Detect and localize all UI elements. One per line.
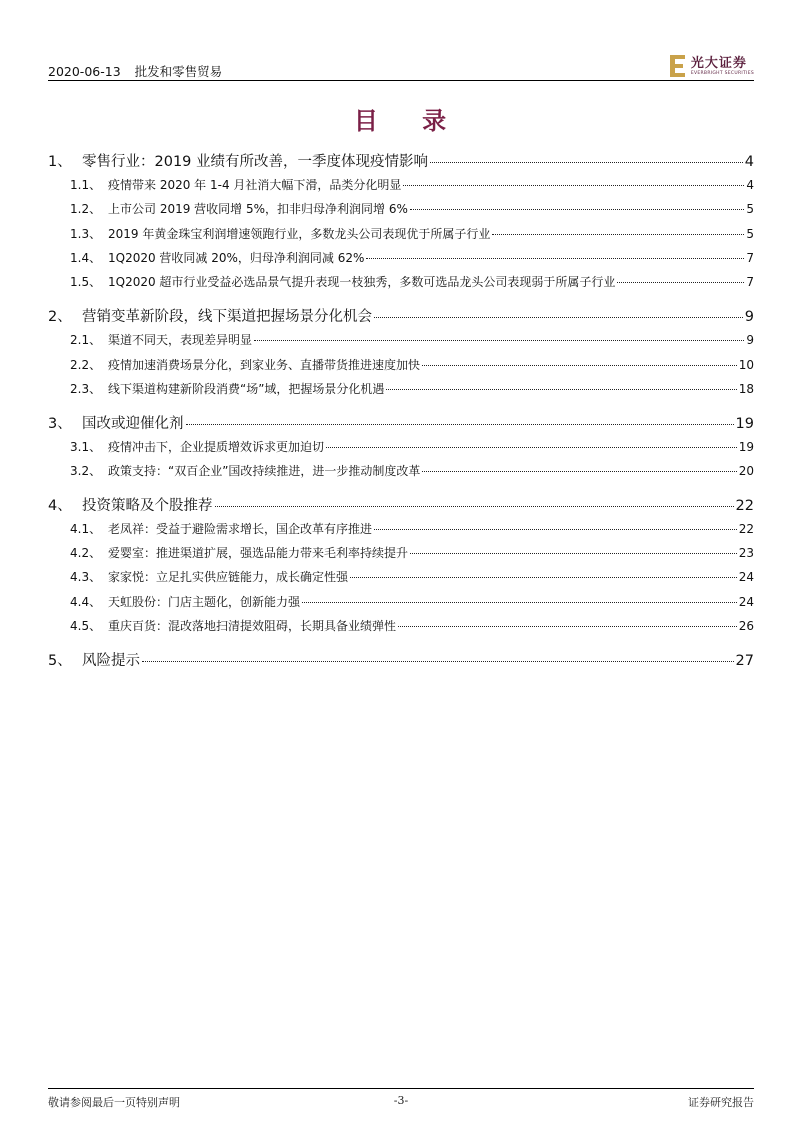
header-info: [48, 62, 222, 80]
toc-entry-page: 19: [735, 416, 754, 432]
toc-entry-section[interactable]: [48, 176, 754, 193]
toc-dot-leader: [422, 365, 737, 366]
toc-entry-page: 4: [746, 178, 754, 192]
toc-dot-leader: [254, 340, 744, 341]
report-type: 证券研究报告: [688, 1096, 754, 1109]
toc-entry-number: 2.3、: [70, 382, 102, 396]
toc-entry-page: 27: [735, 653, 754, 669]
toc-entry-number: 1.3、: [70, 227, 102, 241]
toc-entry-section[interactable]: [48, 462, 754, 479]
toc-dot-leader: [374, 317, 743, 318]
toc-entry-number: 4.2、: [70, 546, 102, 560]
toc-dot-leader: [186, 424, 734, 425]
toc-entry-page: 22: [738, 522, 754, 536]
logo-name-en: EVERBRIGHT SECURITIES: [690, 70, 754, 76]
toc-dot-leader: [410, 209, 744, 210]
toc-dot-leader: [142, 661, 734, 662]
toc-entry-section[interactable]: [48, 273, 754, 290]
toc-entry-section[interactable]: [48, 593, 754, 610]
toc-entry-title: 投资策略及个股推荐: [82, 498, 213, 514]
toc-entry-title: 爱婴室：推进渠道扩展，强选品能力带来毛利率持续提升: [108, 546, 409, 560]
toc-dot-leader: [410, 553, 737, 554]
toc-entry-chapter[interactable]: [48, 412, 754, 433]
toc-entry-section[interactable]: [48, 544, 754, 561]
toc-entry-number: 4、: [48, 498, 72, 514]
toc-entry-section[interactable]: [48, 200, 754, 217]
disclaimer-note: 敬请参阅最后一页特别声明: [48, 1096, 180, 1109]
toc-entry-title: 上市公司 2019 营收同增 5%，扣非归母净利润同增 6%: [108, 202, 408, 216]
toc-entry-page: 5: [746, 227, 754, 241]
toc-entry-section[interactable]: [48, 225, 754, 242]
toc-entry-title: 1Q2020 营收同减 20%，归母净利润同减 62%: [108, 251, 365, 265]
toc-entry-chapter[interactable]: [48, 150, 754, 171]
toc-entry-number: 2、: [48, 309, 72, 325]
toc-entry-page: 5: [746, 202, 754, 216]
toc-entry-page: 7: [746, 251, 754, 265]
everbright-logo-icon: [669, 54, 687, 78]
toc-entry-section[interactable]: [48, 380, 754, 397]
report-category: 批发和零售贸易: [134, 64, 223, 79]
toc-entry-title: 重庆百货：混改落地扫清提效阻碍，长期具备业绩弹性: [108, 619, 397, 633]
toc-entry-page: 9: [746, 333, 754, 347]
toc-entry-number: 3、: [48, 416, 72, 432]
toc-entry-title: 2019 年黄金珠宝利润增速领跑行业，多数龙头公司表现优于所属子行业: [108, 227, 491, 241]
toc-entry-chapter[interactable]: [48, 305, 754, 326]
header-divider: [48, 80, 754, 81]
toc-entry-page: 19: [738, 440, 754, 454]
toc-entry-page: 22: [735, 498, 754, 514]
toc-entry-number: 1、: [48, 154, 72, 170]
toc-entry-section[interactable]: [48, 438, 754, 455]
toc-dot-leader: [374, 529, 737, 530]
toc-dot-leader: [366, 258, 744, 259]
report-date: 2020-06-13: [48, 64, 121, 79]
toc-entry-page: 23: [738, 546, 754, 560]
toc-entry-page: 26: [738, 619, 754, 633]
toc-entry-title: 风险提示: [82, 653, 140, 669]
logo-name-cn: 光大证券: [690, 55, 747, 71]
toc-entry-chapter[interactable]: [48, 649, 754, 670]
toc-entry-title: 零售行业：2019 业绩有所改善，一季度体现疫情影响: [82, 154, 429, 170]
toc-entry-title: 疫情带来 2020 年 1-4 月社消大幅下滑，品类分化明显: [108, 178, 402, 192]
page-title: 目 录: [353, 107, 465, 135]
toc-dot-leader: [398, 626, 737, 627]
page-footer: [48, 1094, 754, 1110]
toc-entry-page: 4: [744, 154, 754, 170]
toc-dot-leader: [430, 162, 743, 163]
toc-entry-section[interactable]: [48, 331, 754, 348]
toc-entry-title: 线下渠道构建新阶段消费“场”域，把握场景分化机遇: [108, 382, 385, 396]
toc-entry-number: 3.1、: [70, 440, 102, 454]
toc-entry-number: 2.1、: [70, 333, 102, 347]
toc-entry-number: 4.5、: [70, 619, 102, 633]
toc-entry-title: 营销变革新阶段，线下渠道把握场景分化机会: [82, 309, 372, 325]
toc-entry-section[interactable]: [48, 356, 754, 373]
toc-entry-section[interactable]: [48, 617, 754, 634]
toc-entry-number: 2.2、: [70, 358, 102, 372]
toc-entry-page: 20: [738, 464, 754, 478]
brand-logo: [669, 52, 754, 80]
toc-entry-section[interactable]: [48, 568, 754, 585]
toc-entry-number: 3.2、: [70, 464, 102, 478]
toc-dot-leader: [350, 577, 737, 578]
toc-entry-number: 1.1、: [70, 178, 102, 192]
toc-entry-page: 24: [738, 595, 754, 609]
toc-entry-page: 9: [744, 309, 754, 325]
toc-entry-page: 24: [738, 570, 754, 584]
toc-entry-title: 家家悦：立足扎实供应链能力，成长确定性强: [108, 570, 349, 584]
toc-entry-section[interactable]: [48, 249, 754, 266]
toc-entry-title: 1Q2020 超市行业受益必选品景气提升表现一枝独秀，多数可选品龙头公司表现弱于所属子行业: [108, 275, 616, 289]
toc-entry-number: 1.5、: [70, 275, 102, 289]
toc-dot-leader: [403, 185, 744, 186]
toc-entry-title: 国改或迎催化剂: [82, 416, 184, 432]
toc-dot-leader: [215, 506, 734, 507]
toc-entry-title: 渠道不同天，表现差异明显: [108, 333, 253, 347]
toc-entry-title: 疫情加速消费场景分化，到家业务、直播带货推进速度加快: [108, 358, 421, 372]
toc-entry-title: 政策支持：“双百企业”国改持续推进，进一步推动制度改革: [108, 464, 421, 478]
toc-entry-title: 天虹股份：门店主题化，创新能力强: [108, 595, 301, 609]
toc-dot-leader: [386, 389, 736, 390]
toc-entry-number: 5、: [48, 653, 72, 669]
toc-entry-number: 1.2、: [70, 202, 102, 216]
toc-dot-leader: [422, 471, 736, 472]
toc-entry-number: 4.1、: [70, 522, 102, 536]
toc-dot-leader: [617, 282, 744, 283]
toc-entry-page: 10: [738, 358, 754, 372]
toc-entry-page: 7: [746, 275, 754, 289]
page-number: -3-: [393, 1094, 409, 1107]
toc-dot-leader: [326, 447, 737, 448]
toc-dot-leader: [302, 602, 737, 603]
toc-entry-page: 18: [738, 382, 754, 396]
toc-dot-leader: [492, 234, 744, 235]
toc-entry-number: 4.4、: [70, 595, 102, 609]
toc-entry-number: 4.3、: [70, 570, 102, 584]
toc-entry-title: 老凤祥：受益于避险需求增长，国企改革有序推进: [108, 522, 373, 536]
toc-entry-number: 1.4、: [70, 251, 102, 265]
toc-entry-chapter[interactable]: [48, 494, 754, 515]
footer-divider: [48, 1088, 754, 1089]
toc-entry-section[interactable]: [48, 520, 754, 537]
toc-entry-title: 疫情冲击下，企业提质增效诉求更加迫切: [108, 440, 325, 454]
